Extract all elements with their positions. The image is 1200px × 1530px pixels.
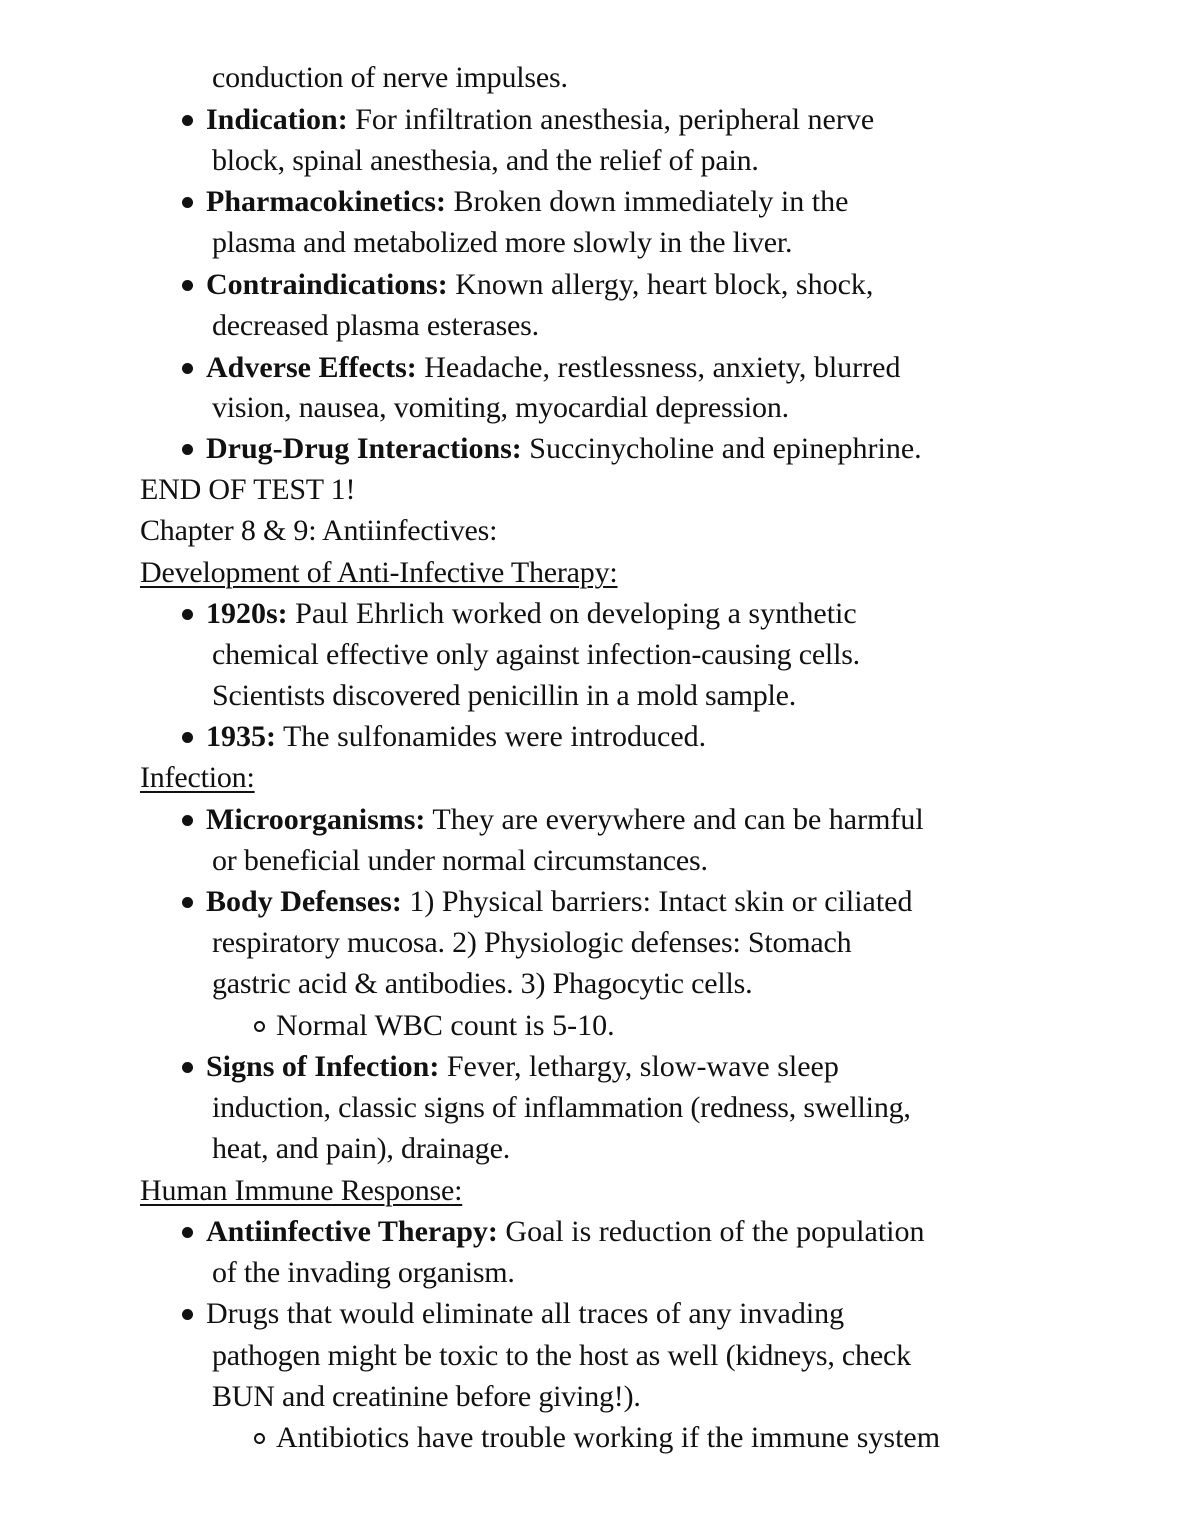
sub-bullet-wbc: Normal WBC count is 5-10. xyxy=(276,1009,615,1042)
bullet-indication xyxy=(206,102,874,138)
bullet-contraindications xyxy=(206,267,873,303)
text-line: BUN and creatinine before giving!). xyxy=(212,1380,641,1413)
bullet-label: 1935: xyxy=(206,720,276,753)
bullet-antiinfective-therapy xyxy=(206,1214,925,1250)
text-line: conduction of nerve impulses. xyxy=(212,61,568,94)
text-line: decreased plasma esterases. xyxy=(212,309,539,342)
bullet-text: 1) Physical barriers: Intact skin or ciliated xyxy=(401,885,913,918)
bullet-text: Known allergy, heart block, shock, xyxy=(447,268,874,301)
bullet-text: Fever, lethargy, slow-wave sleep xyxy=(439,1050,839,1083)
text-line: heat, and pain), drainage. xyxy=(212,1132,510,1165)
text-line: or beneficial under normal circumstances. xyxy=(212,844,708,877)
text-line: Scientists discovered penicillin in a mold sample. xyxy=(212,679,797,712)
chapter-title: Chapter 8 & 9: Antiinfectives: xyxy=(140,514,498,547)
section-heading-infection: Infection: xyxy=(140,761,255,794)
bullet-1935 xyxy=(206,719,706,755)
section-heading-immune: Human Immune Response: xyxy=(140,1174,463,1207)
bullet-signs-of-infection xyxy=(206,1049,839,1085)
text-line: pathogen might be toxic to the host as well (kidneys, check xyxy=(212,1339,911,1372)
bullet-1920s xyxy=(206,596,857,632)
bullet-label: Contraindications: xyxy=(206,268,448,301)
bullet-drugs: Drugs that would eliminate all traces of any invading xyxy=(206,1297,845,1330)
text-line: chemical effective only against infection-causing cells. xyxy=(212,638,860,671)
bullet-text: The sulfonamides were introduced. xyxy=(276,720,707,753)
text-line: of the invading organism. xyxy=(212,1256,515,1289)
text-line: block, spinal anesthesia, and the relief of pain. xyxy=(212,144,759,177)
bullet-body-defenses xyxy=(206,884,913,920)
bullet-text: For infiltration anesthesia, peripheral nerve xyxy=(347,103,875,136)
bullet-drug-interactions xyxy=(206,431,922,467)
sub-bullet-antibiotics: Antibiotics have trouble working if the immune system xyxy=(276,1421,941,1454)
bullet-label: 1920s: xyxy=(206,597,288,630)
bullet-label: Indication: xyxy=(206,103,348,136)
text-line: plasma and metabolized more slowly in the liver. xyxy=(212,226,793,259)
text-line: respiratory mucosa. 2) Physiologic defenses: Stomach xyxy=(212,926,852,959)
bullet-text: Headache, restlessness, anxiety, blurred xyxy=(416,351,901,384)
bullet-label: Signs of Infection: xyxy=(206,1050,440,1083)
text-line: vision, nausea, vomiting, myocardial depression. xyxy=(212,391,789,424)
bullet-microorganisms xyxy=(206,802,924,838)
end-of-test-line: END OF TEST 1! xyxy=(140,473,356,506)
bullet-label: Body Defenses: xyxy=(206,885,402,918)
bullet-label: Microorganisms: xyxy=(206,803,426,836)
bullet-label: Drug-Drug Interactions: xyxy=(206,432,522,465)
bullet-text: Paul Ehrlich worked on developing a synthetic xyxy=(287,597,857,630)
bullet-text: Goal is reduction of the population xyxy=(497,1215,925,1248)
bullet-pharmacokinetics xyxy=(206,184,848,220)
bullet-adverse-effects xyxy=(206,350,900,386)
bullet-text: Succinycholine and epinephrine. xyxy=(521,432,922,465)
section-heading-development: Development of Anti-Infective Therapy: xyxy=(140,556,618,589)
bullet-text: They are everywhere and can be harmful xyxy=(425,803,924,836)
bullet-label: Pharmacokinetics: xyxy=(206,185,446,218)
bullet-text: Broken down immediately in the xyxy=(445,185,849,218)
text-line: induction, classic signs of inflammation (redness, swelling, xyxy=(212,1091,911,1124)
text-line: gastric acid & antibodies. 3) Phagocytic cells. xyxy=(212,967,753,1000)
bullet-label: Adverse Effects: xyxy=(206,351,417,384)
bullet-label: Antiinfective Therapy: xyxy=(206,1215,498,1248)
